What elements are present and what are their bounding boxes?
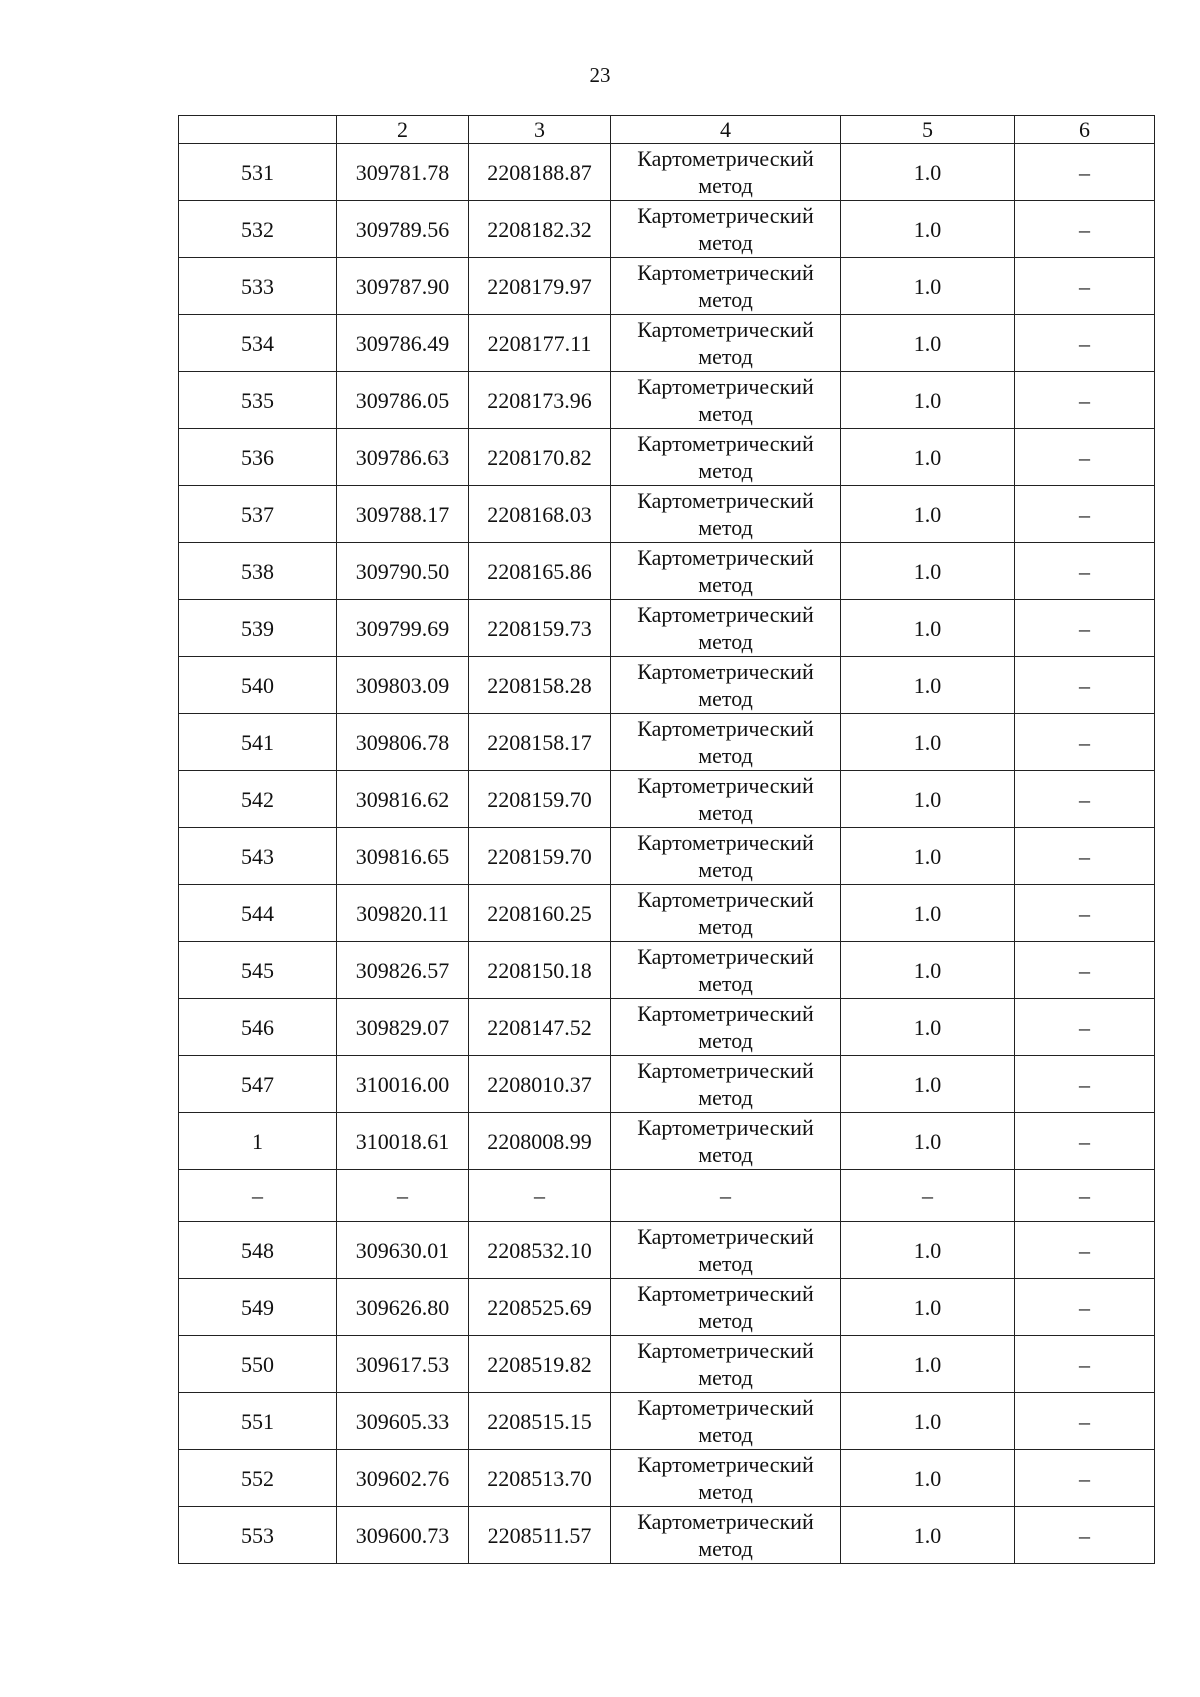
table-row [179,201,1155,258]
method-cell: Картометрический метод [611,1222,841,1279]
accuracy-cell: 1.0 [841,1336,1015,1393]
y-coordinate-cell: 2208513.70 [469,1450,611,1507]
x-coordinate-cell: 309790.50 [337,543,469,600]
table-row [179,144,1155,201]
method-cell: Картометрический метод [611,543,841,600]
point-number-cell: 538 [179,543,337,600]
y-coordinate-cell: 2208159.70 [469,771,611,828]
point-number-cell: 553 [179,1507,337,1564]
point-number-cell: – [179,1170,337,1222]
y-coordinate-cell: 2208173.96 [469,372,611,429]
note-cell: – [1015,714,1155,771]
table-row [179,1222,1155,1279]
x-coordinate-cell: 309600.73 [337,1507,469,1564]
x-coordinate-cell: 309786.63 [337,429,469,486]
header-cell-5: 5 [841,116,1015,144]
accuracy-cell: 1.0 [841,315,1015,372]
note-cell: – [1015,1279,1155,1336]
header-cell-3: 3 [469,116,611,144]
accuracy-cell: 1.0 [841,372,1015,429]
accuracy-cell: – [841,1170,1015,1222]
y-coordinate-cell: 2208168.03 [469,486,611,543]
x-coordinate-cell: 309626.80 [337,1279,469,1336]
x-coordinate-cell: 309605.33 [337,1393,469,1450]
accuracy-cell: 1.0 [841,600,1015,657]
y-coordinate-cell: 2208532.10 [469,1222,611,1279]
note-cell: – [1015,1393,1155,1450]
x-coordinate-cell: 310016.00 [337,1056,469,1113]
accuracy-cell: 1.0 [841,1393,1015,1450]
x-coordinate-cell: 309787.90 [337,258,469,315]
table-row [179,657,1155,714]
y-coordinate-cell: 2208170.82 [469,429,611,486]
note-cell: – [1015,144,1155,201]
accuracy-cell: 1.0 [841,1056,1015,1113]
accuracy-cell: 1.0 [841,144,1015,201]
header-cell-1 [179,116,337,144]
note-cell: – [1015,1113,1155,1170]
accuracy-cell: 1.0 [841,771,1015,828]
point-number-cell: 548 [179,1222,337,1279]
point-number-cell: 550 [179,1336,337,1393]
table-row [179,885,1155,942]
x-coordinate-cell: – [337,1170,469,1222]
header-cell-2: 2 [337,116,469,144]
method-cell: Картометрический метод [611,201,841,258]
point-number-cell: 542 [179,771,337,828]
y-coordinate-cell: 2208158.28 [469,657,611,714]
point-number-cell: 540 [179,657,337,714]
note-cell: – [1015,372,1155,429]
method-cell: Картометрический метод [611,1507,841,1564]
note-cell: – [1015,1507,1155,1564]
accuracy-cell: 1.0 [841,714,1015,771]
table-row [179,1507,1155,1564]
accuracy-cell: 1.0 [841,543,1015,600]
point-number-cell: 536 [179,429,337,486]
x-coordinate-cell: 309617.53 [337,1336,469,1393]
point-number-cell: 545 [179,942,337,999]
point-number-cell: 531 [179,144,337,201]
method-cell: Картометрический метод [611,942,841,999]
header-cell-4: 4 [611,116,841,144]
note-cell: – [1015,429,1155,486]
note-cell: – [1015,315,1155,372]
x-coordinate-cell: 309799.69 [337,600,469,657]
page-number: 23 [589,63,611,87]
y-coordinate-cell: 2208165.86 [469,543,611,600]
y-coordinate-cell: 2208515.15 [469,1393,611,1450]
method-cell: Картометрический метод [611,999,841,1056]
accuracy-cell: 1.0 [841,1450,1015,1507]
point-number-cell: 544 [179,885,337,942]
method-cell: Картометрический метод [611,486,841,543]
y-coordinate-cell: 2208525.69 [469,1279,611,1336]
note-cell: – [1015,543,1155,600]
table-row [179,1336,1155,1393]
table-row [179,315,1155,372]
accuracy-cell: 1.0 [841,258,1015,315]
method-cell: Картометрический метод [611,1336,841,1393]
table-row [179,429,1155,486]
method-cell: Картометрический метод [611,714,841,771]
note-cell: – [1015,258,1155,315]
x-coordinate-cell: 309806.78 [337,714,469,771]
point-number-cell: 533 [179,258,337,315]
y-coordinate-cell: 2208159.70 [469,828,611,885]
x-coordinate-cell: 309803.09 [337,657,469,714]
accuracy-cell: 1.0 [841,942,1015,999]
y-coordinate-cell: 2208008.99 [469,1113,611,1170]
method-cell: Картометрический метод [611,771,841,828]
table-row [179,1113,1155,1170]
table-row [179,1393,1155,1450]
x-coordinate-cell: 309816.62 [337,771,469,828]
table-body [179,144,1155,1564]
table-row [179,1056,1155,1113]
method-cell: Картометрический метод [611,144,841,201]
method-cell: Картометрический метод [611,828,841,885]
y-coordinate-cell: 2208147.52 [469,999,611,1056]
note-cell: – [1015,201,1155,258]
note-cell: – [1015,999,1155,1056]
y-coordinate-cell: 2208182.32 [469,201,611,258]
method-cell: Картометрический метод [611,372,841,429]
point-number-cell: 534 [179,315,337,372]
method-cell: Картометрический метод [611,885,841,942]
y-coordinate-cell: 2208159.73 [469,600,611,657]
table-row [179,600,1155,657]
x-coordinate-cell: 309816.65 [337,828,469,885]
table-row [179,372,1155,429]
point-number-cell: 539 [179,600,337,657]
accuracy-cell: 1.0 [841,885,1015,942]
accuracy-cell: 1.0 [841,486,1015,543]
y-coordinate-cell: 2208511.57 [469,1507,611,1564]
x-coordinate-cell: 309820.11 [337,885,469,942]
point-number-cell: 549 [179,1279,337,1336]
method-cell: – [611,1170,841,1222]
y-coordinate-cell: – [469,1170,611,1222]
y-coordinate-cell: 2208188.87 [469,144,611,201]
method-cell: Картометрический метод [611,429,841,486]
method-cell: Картометрический метод [611,600,841,657]
accuracy-cell: 1.0 [841,201,1015,258]
method-cell: Картометрический метод [611,657,841,714]
point-number-cell: 552 [179,1450,337,1507]
x-coordinate-cell: 309826.57 [337,942,469,999]
note-cell: – [1015,657,1155,714]
y-coordinate-cell: 2208179.97 [469,258,611,315]
x-coordinate-cell: 309602.76 [337,1450,469,1507]
accuracy-cell: 1.0 [841,429,1015,486]
table-row [179,258,1155,315]
accuracy-cell: 1.0 [841,1222,1015,1279]
point-number-cell: 551 [179,1393,337,1450]
note-cell: – [1015,1450,1155,1507]
point-number-cell: 535 [179,372,337,429]
table-row [179,828,1155,885]
note-cell: – [1015,828,1155,885]
note-cell: – [1015,1170,1155,1222]
method-cell: Картометрический метод [611,1450,841,1507]
method-cell: Картометрический метод [611,1279,841,1336]
header-cell-6: 6 [1015,116,1155,144]
y-coordinate-cell: 2208158.17 [469,714,611,771]
note-cell: – [1015,1222,1155,1279]
x-coordinate-cell: 310018.61 [337,1113,469,1170]
header-row [179,116,1155,144]
point-number-cell: 537 [179,486,337,543]
note-cell: – [1015,486,1155,543]
point-number-cell: 543 [179,828,337,885]
point-number-cell: 1 [179,1113,337,1170]
x-coordinate-cell: 309788.17 [337,486,469,543]
x-coordinate-cell: 309786.05 [337,372,469,429]
y-coordinate-cell: 2208177.11 [469,315,611,372]
accuracy-cell: 1.0 [841,828,1015,885]
method-cell: Картометрический метод [611,1113,841,1170]
point-number-cell: 547 [179,1056,337,1113]
note-cell: – [1015,600,1155,657]
table-row [179,1450,1155,1507]
x-coordinate-cell: 309789.56 [337,201,469,258]
y-coordinate-cell: 2208150.18 [469,942,611,999]
x-coordinate-cell: 309630.01 [337,1222,469,1279]
table-row [179,1279,1155,1336]
accuracy-cell: 1.0 [841,1507,1015,1564]
table-row [179,543,1155,600]
accuracy-cell: 1.0 [841,999,1015,1056]
note-cell: – [1015,885,1155,942]
method-cell: Картометрический метод [611,1056,841,1113]
separator-row [179,1170,1155,1222]
note-cell: – [1015,942,1155,999]
accuracy-cell: 1.0 [841,1279,1015,1336]
table-row [179,999,1155,1056]
x-coordinate-cell: 309829.07 [337,999,469,1056]
y-coordinate-cell: 2208160.25 [469,885,611,942]
accuracy-cell: 1.0 [841,657,1015,714]
method-cell: Картометрический метод [611,258,841,315]
note-cell: – [1015,1336,1155,1393]
y-coordinate-cell: 2208010.37 [469,1056,611,1113]
table-row [179,486,1155,543]
accuracy-cell: 1.0 [841,1113,1015,1170]
point-number-cell: 546 [179,999,337,1056]
point-number-cell: 541 [179,714,337,771]
method-cell: Картометрический метод [611,1393,841,1450]
table-row [179,942,1155,999]
table-row [179,714,1155,771]
table-row [179,771,1155,828]
coordinates-table [178,115,1155,1564]
x-coordinate-cell: 309781.78 [337,144,469,201]
method-cell: Картометрический метод [611,315,841,372]
note-cell: – [1015,771,1155,828]
point-number-cell: 532 [179,201,337,258]
x-coordinate-cell: 309786.49 [337,315,469,372]
note-cell: – [1015,1056,1155,1113]
y-coordinate-cell: 2208519.82 [469,1336,611,1393]
